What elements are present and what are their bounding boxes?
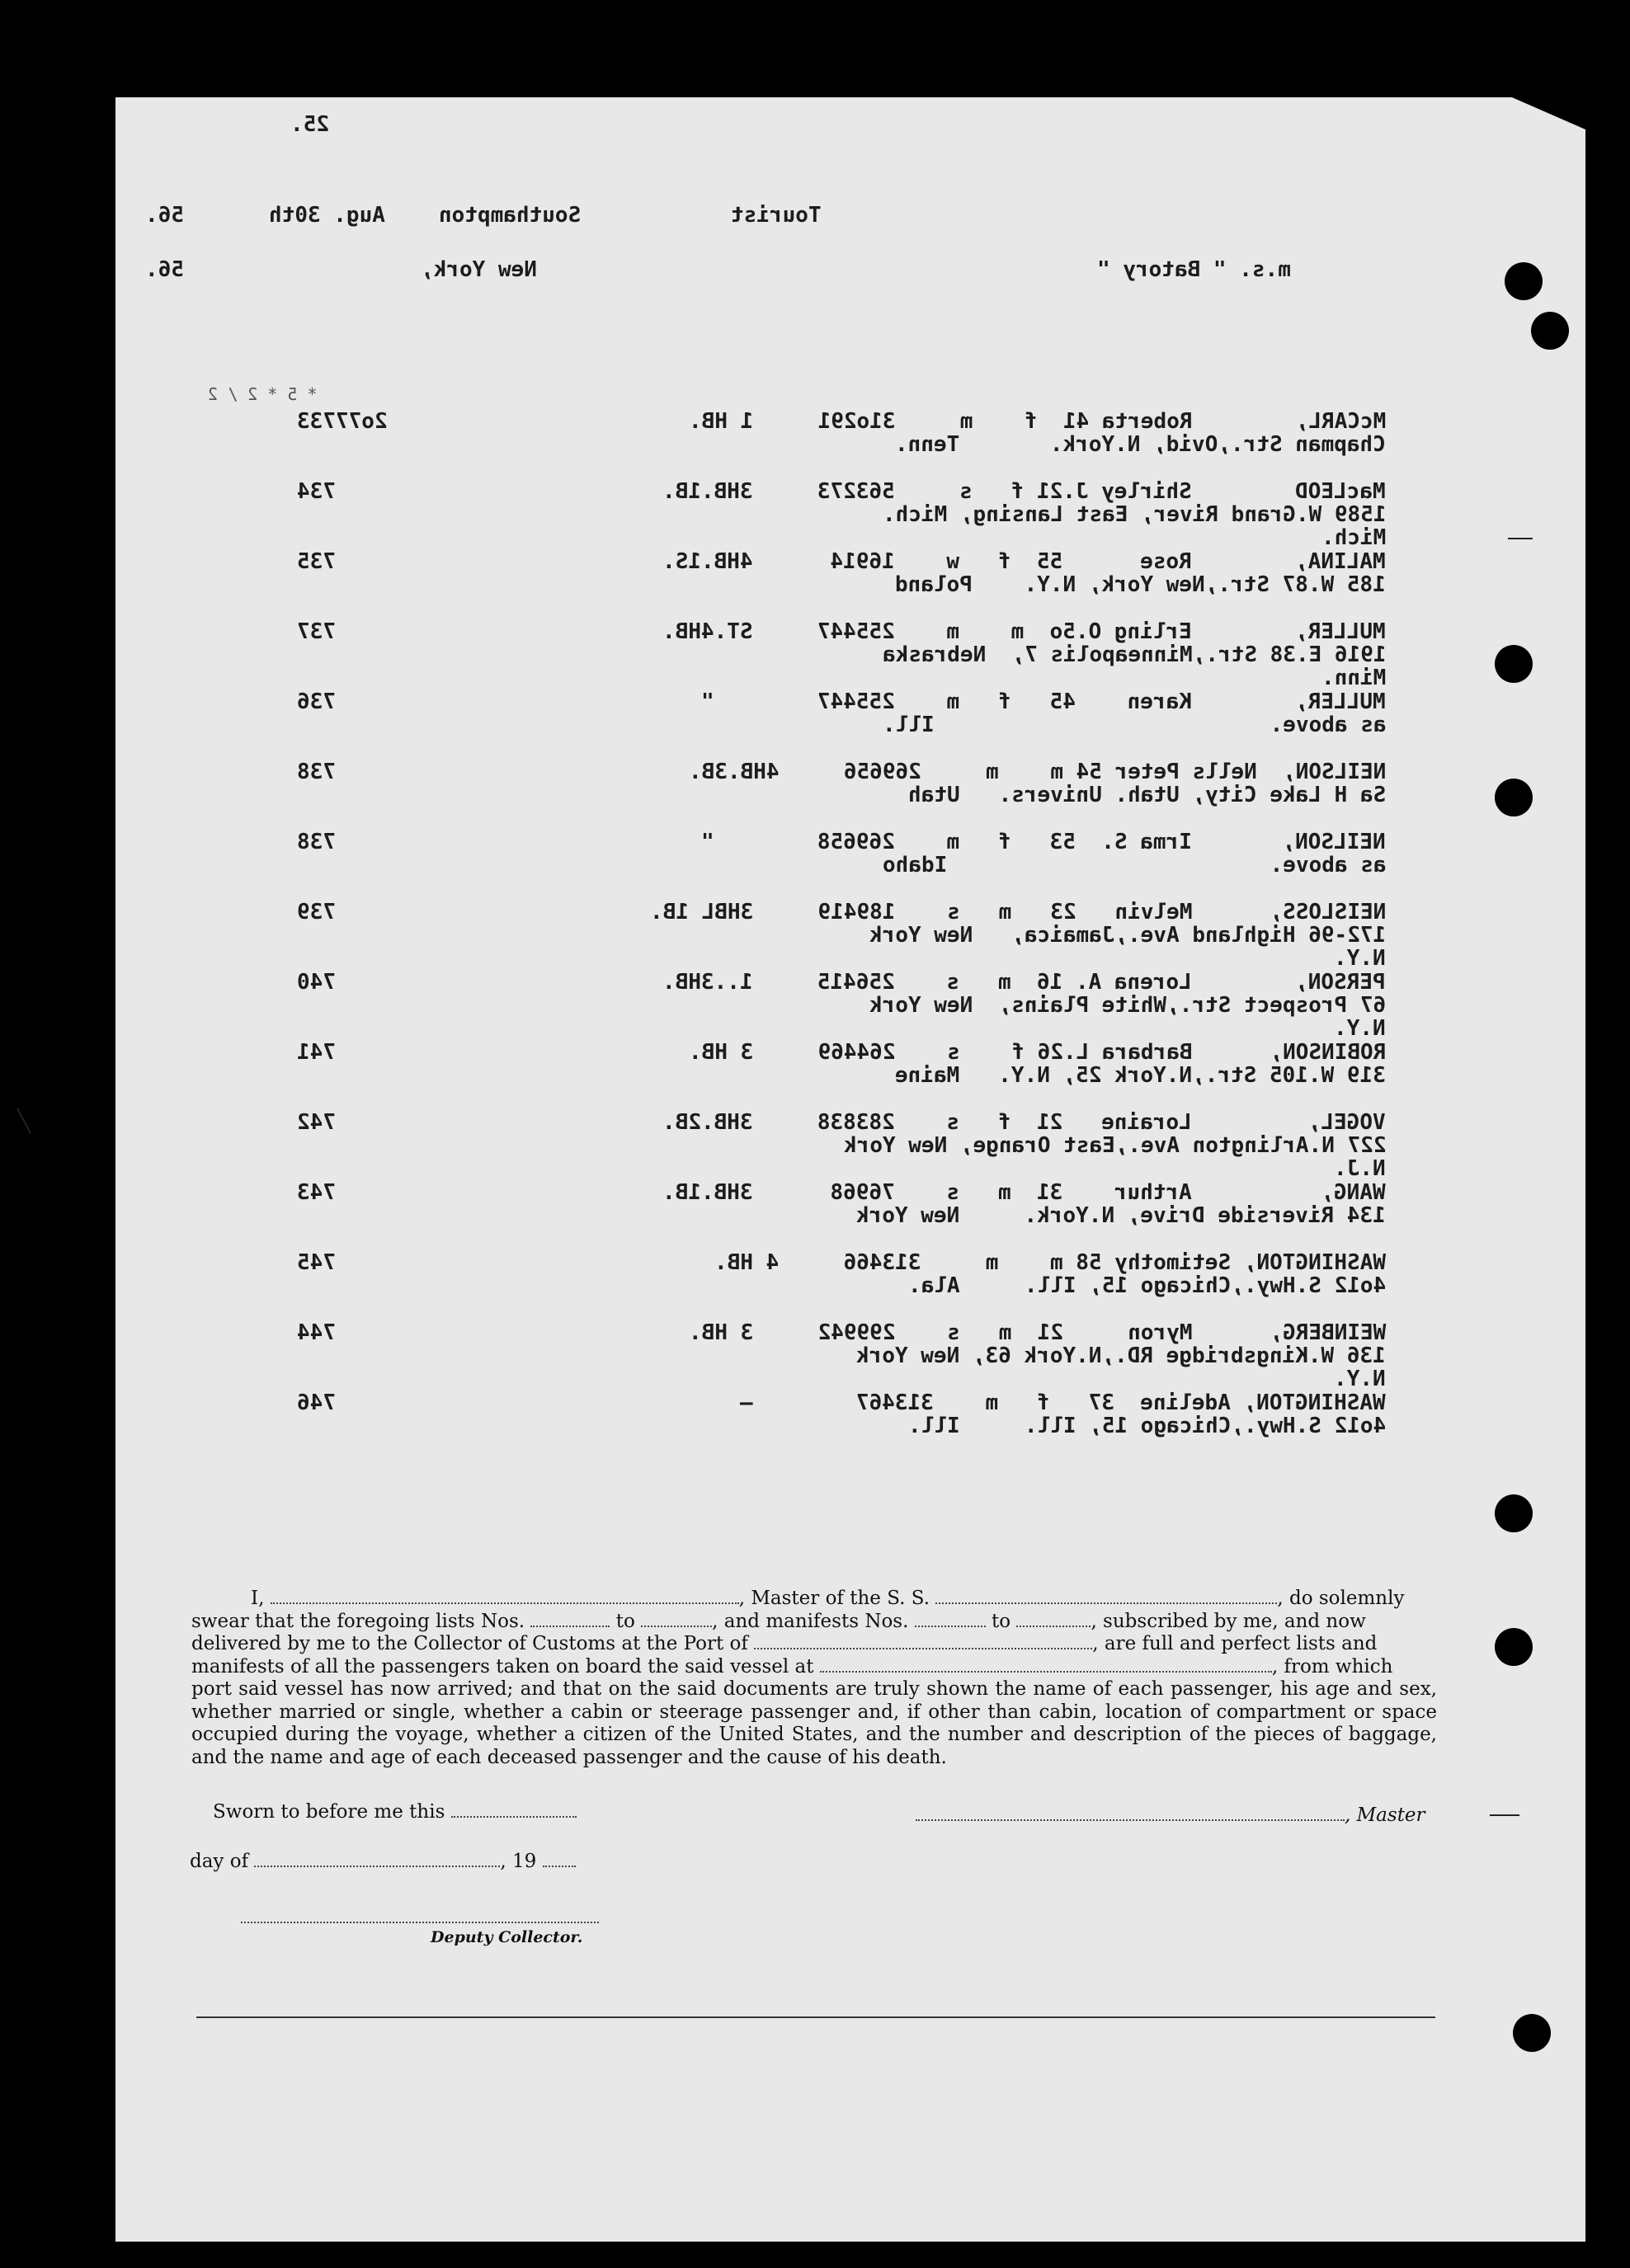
deputy-signature-field[interactable] [241, 1907, 599, 1923]
oath-line: manifests of all the passengers taken on board the said vessel at , from which [191, 1655, 1393, 1677]
master-signature-field[interactable] [916, 1805, 1345, 1821]
passenger-line: McCARL, Roberta 41 f m 31o291 1 HB. [688, 409, 1386, 434]
passenger-line: WASHINGTON, Adeline 37 f m 313467 — [740, 1390, 1386, 1415]
address-line: 185 W.87 Str.,New York, N.Y. Poland [895, 572, 1386, 597]
address-line: 227 N.Arlington Ave.,East Orange, New York [843, 1133, 1386, 1158]
address-line: 1916 E.38 Str.,Minneapolis 7, Nebraska [882, 642, 1386, 667]
sworn-day-field[interactable] [451, 1801, 577, 1818]
lists-from-field[interactable] [530, 1611, 610, 1627]
address-line: Sa H Lake City, Utah. Univers. Utah [907, 783, 1386, 807]
address-continuation: Minn. [1321, 666, 1386, 690]
address-continuation: Mich. [1321, 525, 1386, 550]
deputy-signature: Deputy Collector. [241, 1907, 599, 1946]
punch-hole [1495, 1494, 1533, 1532]
punch-hole [1513, 2014, 1551, 2052]
vessel-name-field[interactable] [935, 1588, 1277, 1604]
manifest-number: 734 [297, 479, 336, 504]
oath-statement [191, 1588, 1437, 1769]
passenger-record [297, 689, 1386, 755]
margin-mark [1508, 538, 1533, 539]
page-number: 25. [290, 112, 329, 137]
passenger-record [297, 1040, 1386, 1106]
address-continuation: N.Y. [1334, 1016, 1386, 1041]
passenger-record [297, 760, 1386, 826]
address-line: Chapman Str.,Ovid, N.York. Tenn. [895, 432, 1386, 457]
passenger-record [297, 619, 1386, 690]
oath-line: I, , Master of the S. S. , do solemnly [251, 1588, 1405, 1609]
manifest-number: 744 [297, 1320, 336, 1345]
sworn-line: Sworn to before me this [213, 1801, 577, 1823]
passenger-line: MALINA, Rose 55 f w 16914 4HB.1S. [662, 549, 1386, 574]
manifest-number: 739 [297, 900, 336, 925]
passenger-record [297, 479, 1386, 550]
bottom-rule [196, 2016, 1435, 2018]
destination-port: New York, [421, 257, 537, 282]
address-continuation: N.Y. [1334, 1367, 1386, 1391]
manifest-number: 2o77733 [297, 409, 388, 434]
passenger-line: MULLER, Karen 45 f m 255447 " [701, 689, 1386, 714]
passenger-line: NEILSON, Nells Peter 54 m m 269656 4HB.3B. [688, 760, 1386, 784]
vessel-name: m.s. " Batory " [1097, 257, 1291, 282]
punch-hole [1495, 645, 1533, 683]
passenger-line: NEISLOSS, Melvin 23 m s 189419 3HBL 1B. [649, 900, 1386, 925]
address-continuation: N.J. [1334, 1156, 1386, 1181]
punch-hole [1505, 262, 1543, 300]
oath-body: port said vessel has now arrived; and that on the said documents are truly shown the name of each passenger, his age and sex, whether married or single, whether a cabin or steerage passenger and, if other than cabin, location of compartment or space occupied during the voyage, whether a citizen of the United States, and the number and description of the pieces of baggage, and the name and age of each deceased passenger and the cause of his death. [191, 1678, 1437, 1768]
passenger-record [297, 900, 1386, 971]
manifest-number: 738 [297, 760, 336, 784]
embark-port-field[interactable] [820, 1656, 1272, 1673]
passenger-line: PERSON, Lorena A. 16 m s 256415 1..3HB. [662, 970, 1386, 995]
manifest-number: 735 [297, 549, 336, 574]
margin-note: * 5 * 2 / 2 [208, 384, 318, 404]
manifest-number: 738 [297, 830, 336, 854]
manifest-number: 743 [297, 1180, 336, 1205]
port-field[interactable] [754, 1633, 1092, 1649]
departure-date: Aug. 30th [269, 203, 385, 228]
year-field[interactable] [543, 1851, 576, 1867]
manifests-from-field[interactable] [915, 1611, 986, 1627]
year-suffix: 56. [145, 257, 184, 282]
address-line: 4o12 S.Hwy.,Chicago 15, Ill. Ill. [907, 1414, 1386, 1438]
manifest-number: 742 [297, 1110, 336, 1135]
address-line: as above. Idaho [882, 853, 1386, 878]
manifest-number: 740 [297, 970, 336, 995]
punch-hole [1495, 779, 1533, 816]
address-line: as above. Ill. [882, 713, 1386, 737]
margin-mark [16, 1108, 31, 1134]
address-continuation: N.Y. [1334, 946, 1386, 971]
address-line: 1589 W.Grand River, East Lansing, Mich. [882, 502, 1386, 527]
passenger-record [297, 830, 1386, 896]
passenger-record [297, 1180, 1386, 1246]
passenger-line: WASHINGTON, Setimothy 58 m m 313466 4 HB. [714, 1250, 1386, 1275]
passenger-record [297, 1390, 1386, 1456]
passenger-line: MULLER, Erling O.5o m m 255447 ST.4HB. [662, 619, 1386, 644]
passenger-record [297, 409, 1386, 475]
address-line: 136 W.Kingsbridge RD.,N.York 63, New York [856, 1343, 1386, 1368]
address-line: 67 Prospect Str.,White Plains, New York [869, 993, 1386, 1018]
oath-line: swear that the foregoing lists Nos. to , and manifests Nos. to , subscribed by me, and now [191, 1610, 1366, 1632]
margin-mark [1490, 1814, 1519, 1816]
departure-port: Southampton [439, 203, 582, 228]
class-label: Tourist [731, 203, 822, 228]
passenger-line: WANG, Arthur 31 m s 76968 3HB.1B. [662, 1180, 1386, 1205]
year-suffix: 56. [145, 203, 184, 228]
manifest-number: 746 [297, 1390, 336, 1415]
address-line: 134 Riverside Drive, N.York. New York [856, 1203, 1386, 1228]
passenger-record [297, 1250, 1386, 1316]
oath-line: delivered by me to the Collector of Customs at the Port of , are full and perfect lists and [191, 1633, 1378, 1654]
passenger-line: MacLEOD Shirley J.21 f s 563273 3HB.1B. [662, 479, 1386, 504]
passenger-record [297, 549, 1386, 615]
passenger-record [297, 1320, 1386, 1391]
manifest-number: 737 [297, 619, 336, 644]
manifest-number: 745 [297, 1250, 336, 1275]
manifests-to-field[interactable] [1016, 1611, 1091, 1627]
master-name-field[interactable] [271, 1588, 739, 1604]
day-of-line: day of , 19 [190, 1851, 576, 1872]
passenger-record [297, 970, 1386, 1041]
passenger-line: NEILSON, Irma S. 53 f m 269658 " [701, 830, 1386, 854]
punch-hole [1495, 1628, 1533, 1666]
passenger-line: ROBINSON, Barbara L.26 f s 264469 3 HB. [688, 1040, 1386, 1065]
month-field[interactable] [254, 1851, 500, 1867]
punch-hole [1531, 312, 1569, 350]
passenger-line: VOGEL, Loraine 21 f s 283838 3HB.2B. [662, 1110, 1386, 1135]
manifest-number: 741 [297, 1040, 336, 1065]
address-line: 172-96 Highland Ave.,Jamaica, New York [869, 923, 1386, 948]
manifest-number: 736 [297, 689, 336, 714]
master-signature-line: , Master [916, 1805, 1425, 1826]
address-line: 319 W.105 Str.,N.York 25, N.Y. Maine [895, 1063, 1386, 1088]
address-line: 4o12 S.Hwy.,Chicago 15, Ill. Ala. [907, 1273, 1386, 1298]
passenger-record [297, 1110, 1386, 1181]
lists-to-field[interactable] [641, 1611, 712, 1627]
passenger-line: WEINBERG, Myron 21 m s 299942 3 HB. [688, 1320, 1386, 1345]
